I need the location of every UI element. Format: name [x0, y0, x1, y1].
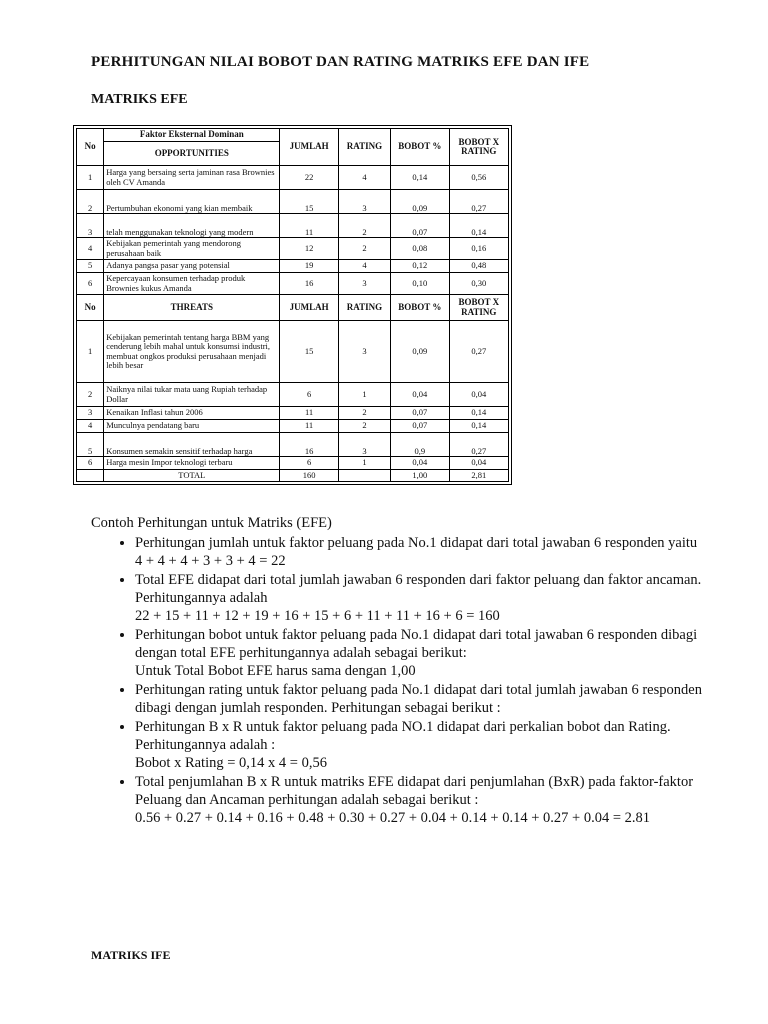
row-rating: 2 — [338, 214, 390, 238]
header-threats: THREATS — [104, 295, 280, 321]
row-bxr: 0,56 — [449, 166, 508, 190]
table-row — [77, 457, 509, 470]
table-row — [77, 433, 509, 457]
note-text: Perhitungan jumlah untuk faktor peluang pada No.1 didapat dari total jawaban 6 responden yaitu — [135, 535, 698, 551]
table-row — [77, 407, 509, 420]
row-no: 4 — [77, 420, 104, 433]
note-formula: Untuk Total Bobot EFE harus sama dengan 1,00 — [135, 663, 416, 679]
row-bxr: 0,14 — [449, 214, 508, 238]
row-rating: 2 — [338, 238, 390, 260]
row-jumlah: 11 — [280, 214, 338, 238]
row-no: 2 — [77, 383, 104, 407]
note-text: Perhitungan bobot untuk faktor peluang pada No.1 didapat dari total jawaban 6 responden dibagi dengan total EFE perhitungannya adalah sebagai berikut: — [135, 627, 698, 661]
list-item — [135, 681, 711, 717]
row-bobot: 0,07 — [391, 214, 449, 238]
efe-table-frame — [73, 125, 512, 485]
row-rating: 1 — [338, 383, 390, 407]
list-item — [135, 718, 711, 772]
note-formula: 4 + 4 + 4 + 3 + 3 + 4 = 22 — [135, 553, 286, 569]
header-opportunities: OPPORTUNITIES — [104, 142, 280, 166]
row-rating: 4 — [338, 260, 390, 273]
notes-list — [91, 534, 711, 827]
row-factor: Harga mesin Impor teknologi terbaru — [104, 457, 280, 470]
row-bobot: 0,04 — [391, 457, 449, 470]
table-row — [77, 420, 509, 433]
row-bobot: 0,9 — [391, 433, 449, 457]
note-formula: 0.56 + 0.27 + 0.14 + 0.16 + 0.48 + 0.30 + 0.27 + 0.04 + 0.14 + 0.14 + 0.27 + 0.04 = 2.81 — [135, 810, 651, 826]
row-rating: 4 — [338, 166, 390, 190]
table-row — [77, 238, 509, 260]
header-bobot: BOBOT % — [391, 295, 449, 321]
row-bobot: 0,07 — [391, 407, 449, 420]
total-bxr: 2,81 — [449, 470, 508, 482]
note-formula: Bobot x Rating = 0,14 x 4 = 0,56 — [135, 755, 327, 771]
row-no: 5 — [77, 433, 104, 457]
row-no: 3 — [77, 214, 104, 238]
table-row — [77, 273, 509, 295]
row-no: 4 — [77, 238, 104, 260]
row-no: 6 — [77, 273, 104, 295]
table-row — [77, 190, 509, 214]
row-bxr: 0,27 — [449, 433, 508, 457]
note-formula: 22 + 15 + 11 + 12 + 19 + 16 + 15 + 6 + 11 + 11 + 16 + 6 = 160 — [135, 608, 500, 624]
row-bxr: 0,14 — [449, 420, 508, 433]
row-jumlah: 22 — [280, 166, 338, 190]
row-no: 1 — [77, 166, 104, 190]
header-jumlah: JUMLAH — [280, 295, 338, 321]
header-rating: RATING — [338, 129, 390, 166]
threats-header-row — [77, 295, 509, 321]
row-jumlah: 16 — [280, 273, 338, 295]
row-bobot: 0,14 — [391, 166, 449, 190]
note-text: Total EFE didapat dari total jumlah jawaban 6 responden dari faktor peluang dan faktor ancaman. Perhitungannya adalah — [135, 572, 702, 606]
total-no — [77, 470, 104, 482]
row-bxr: 0,30 — [449, 273, 508, 295]
row-bobot: 0,09 — [391, 190, 449, 214]
header-bobot: BOBOT % — [391, 129, 449, 166]
header-jumlah: JUMLAH — [280, 129, 338, 166]
row-factor: Pertumbuhan ekonomi yang kian membaik — [104, 190, 280, 214]
row-factor: Kebijakan pemerintah tentang harga BBM yang cenderung lebih mahal untuk konsumsi industri, membuat ongkos produksi perusahaan menjadi lebih besar — [104, 321, 280, 383]
row-rating: 1 — [338, 457, 390, 470]
table-row — [77, 214, 509, 238]
row-factor: telah menggunakan teknologi yang modern — [104, 214, 280, 238]
list-item — [135, 773, 711, 827]
row-factor: Kepercayaan konsumen terhadap produk Brownies kukus Amanda — [104, 273, 280, 295]
row-factor: Harga yang bersaing serta jaminan rasa Brownies oleh CV Amanda — [104, 166, 280, 190]
notes-heading: Contoh Perhitungan untuk Matriks (EFE) — [91, 515, 332, 531]
table-row — [77, 321, 509, 383]
total-jumlah: 160 — [280, 470, 338, 482]
header-no: No — [77, 129, 104, 166]
ife-section-title: MATRIKS IFE — [91, 948, 171, 962]
row-factor: Konsumen semakin sensitif terhadap harga — [104, 433, 280, 457]
row-factor: Kenaikan Inflasi tahun 2006 — [104, 407, 280, 420]
row-jumlah: 11 — [280, 420, 338, 433]
header-factor: Faktor Eksternal Dominan — [104, 129, 280, 142]
row-bxr: 0,04 — [449, 383, 508, 407]
row-jumlah: 11 — [280, 407, 338, 420]
table-row — [77, 260, 509, 273]
row-rating: 3 — [338, 273, 390, 295]
row-bxr: 0,14 — [449, 407, 508, 420]
row-bobot: 0,12 — [391, 260, 449, 273]
list-item — [135, 626, 711, 680]
row-rating: 2 — [338, 407, 390, 420]
row-bobot: 0,10 — [391, 273, 449, 295]
row-bxr: 0,27 — [449, 190, 508, 214]
row-no: 1 — [77, 321, 104, 383]
row-bobot: 0,07 — [391, 420, 449, 433]
row-jumlah: 19 — [280, 260, 338, 273]
total-rating — [338, 470, 390, 482]
row-bobot: 0,04 — [391, 383, 449, 407]
row-factor: Naiknya nilai tukar mata uang Rupiah terhadap Dollar — [104, 383, 280, 407]
row-rating: 2 — [338, 420, 390, 433]
row-bobot: 0,09 — [391, 321, 449, 383]
row-bxr: 0,16 — [449, 238, 508, 260]
row-bxr: 0,04 — [449, 457, 508, 470]
efe-section-title: MATRIKS EFE — [91, 92, 188, 107]
row-rating: 3 — [338, 433, 390, 457]
row-jumlah: 16 — [280, 433, 338, 457]
row-rating: 3 — [338, 190, 390, 214]
row-bxr: 0,27 — [449, 321, 508, 383]
note-text: Total penjumlahan B x R untuk matriks EFE didapat dari penjumlahan (BxR) pada faktor-faktor Peluang dan Ancaman perhitungan adalah sebagai berikut : — [135, 774, 694, 808]
calculation-notes — [91, 514, 711, 828]
row-no: 3 — [77, 407, 104, 420]
total-bobot: 1,00 — [391, 470, 449, 482]
header-bxr: BOBOT X RATING — [449, 295, 508, 321]
row-factor: Kebijakan pemerintah yang mendorong perusahaan baik — [104, 238, 280, 260]
header-no: No — [77, 295, 104, 321]
efe-matrix-table — [76, 128, 509, 482]
page-title: PERHITUNGAN NILAI BOBOT DAN RATING MATRIKS EFE DAN IFE — [91, 54, 590, 70]
row-bobot: 0,08 — [391, 238, 449, 260]
row-jumlah: 15 — [280, 190, 338, 214]
list-item — [135, 571, 711, 625]
list-item — [135, 534, 711, 570]
row-factor: Adanya pangsa pasar yang potensial — [104, 260, 280, 273]
table-row — [77, 166, 509, 190]
row-rating: 3 — [338, 321, 390, 383]
row-no: 5 — [77, 260, 104, 273]
row-no: 2 — [77, 190, 104, 214]
header-rating: RATING — [338, 295, 390, 321]
header-bxr: BOBOT X RATING — [449, 129, 508, 166]
row-no: 6 — [77, 457, 104, 470]
row-jumlah: 15 — [280, 321, 338, 383]
total-row — [77, 470, 509, 482]
row-jumlah: 12 — [280, 238, 338, 260]
row-factor: Munculnya pendatang baru — [104, 420, 280, 433]
row-jumlah: 6 — [280, 457, 338, 470]
note-text: Perhitungan B x R untuk faktor peluang pada NO.1 didapat dari perkalian bobot dan Rating. Perhitungannya adalah : — [135, 719, 671, 753]
table-row — [77, 383, 509, 407]
total-label: TOTAL — [104, 470, 280, 482]
note-text: Perhitungan rating untuk faktor peluang pada No.1 didapat dari total jumlah jawaban 6 responden dibagi dengan jumlah responden. Perhitungan sebagai berikut : — [135, 682, 702, 716]
row-bxr: 0,48 — [449, 260, 508, 273]
row-jumlah: 6 — [280, 383, 338, 407]
